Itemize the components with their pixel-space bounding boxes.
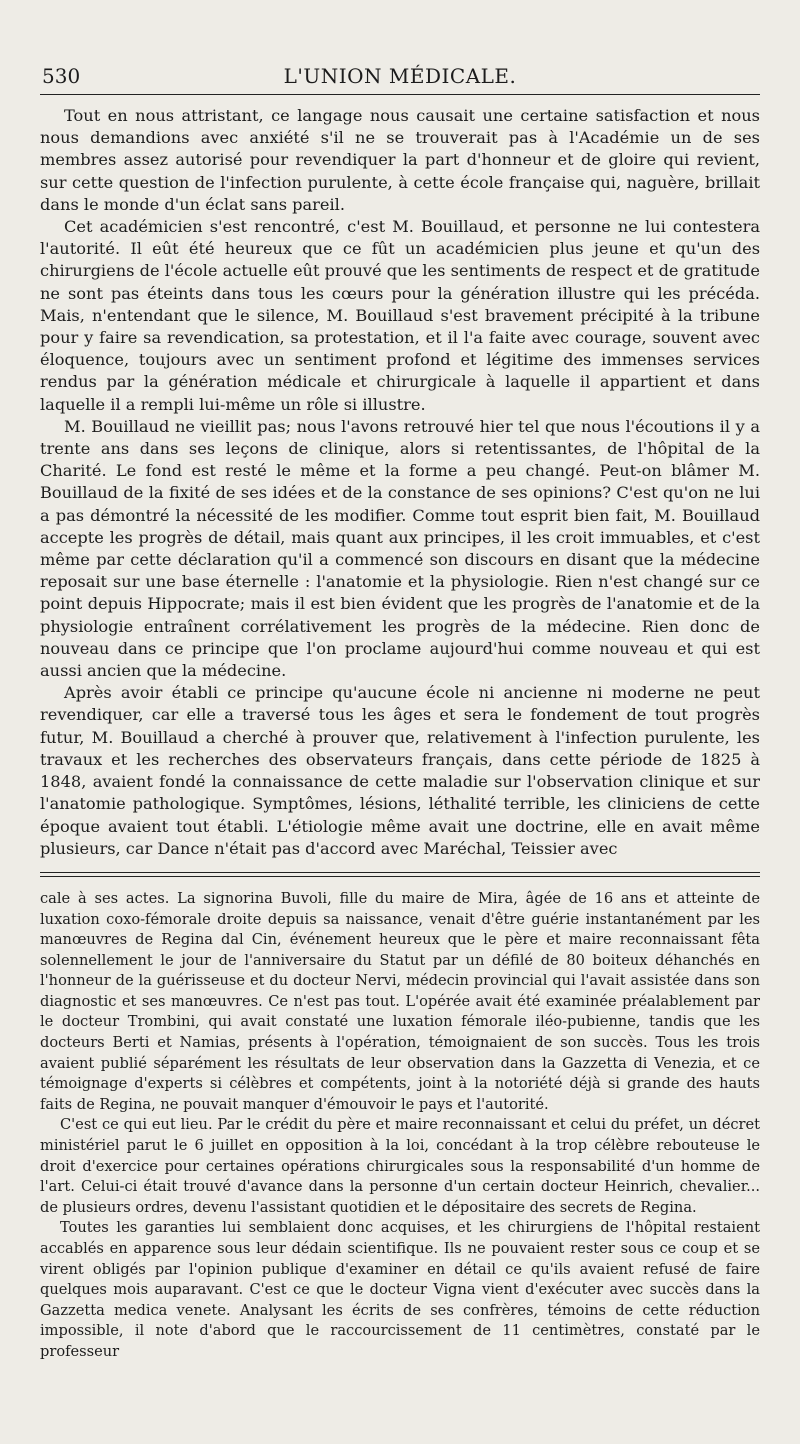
page-number: 530: [42, 64, 81, 88]
divider-rule-top: [40, 872, 760, 873]
divider-rule-bottom: [40, 876, 760, 877]
main-paragraph: Cet académicien s'est rencontré, c'est M. Bouillaud, et personne ne lui contestera l'autorité. Il eût été heureux que ce fût un académicien plus jeune et qu'un des chirurgiens de l'école actuelle eût prouvé que les sentiments de respect et de gratitude ne sont pas éteints dans tous les cœurs pour la génération illustre qui les précéda. Mais, n'entendant que le silence, M. Bouillaud s'est bravement précipité à la tribune pour y faire sa revendication, sa protestation, et il l'a faite avec courage, souvent avec éloquence, toujours avec un sentiment profond et légitime des immenses services rendus par la génération médicale et chirurgicale à laquelle il appartient et dans laquelle il a rempli lui-même un rôle si illustre.: [40, 217, 760, 414]
main-paragraph: M. Bouillaud ne vieillit pas; nous l'avons retrouvé hier tel que nous l'écoutions il y a trente ans dans ses leçons de clinique, alors si retentissantes, de l'hôpital de la Charité. Le fond est resté le même et la forme a peu changé. Peut-on blâmer M. Bouillaud de la fixité de ses idées et de la constance de ses opinions? C'est qu'on ne lui a pas démontré la nécessité de les modifier. Comme tout esprit bien fait, M. Bouillaud accepte les progrès de détail, mais quant aux principes, il les croit immuables, et c'est même par cette déclaration qu'il a commencé son discours en disant que la médecine reposait sur une base éternelle : l'anatomie et la physiologie. Rien n'est changé sur ce point depuis Hippocrate; mais il est bien évident que les progrès de l'anatomie et de la physiologie entraînent corrélativement les progrès de la médecine. Rien donc de nouveau dans ce principe que l'on proclame aujourd'hui comme nouveau et qui est aussi ancien que la médecine.: [40, 416, 760, 681]
journal-title: L'UNION MÉDICALE.: [283, 64, 517, 88]
main-paragraph: Tout en nous attristant, ce langage nous causait une certaine satisfaction et nous nous demandions avec anxiété s'il ne se trouverait pas à l'Académie un de ses membres assez autorisé pour revendiquer la part d'honneur et de gloire qui revient, sur cette question de l'infection purulente, à cette école française qui, naguère, brillait dans le monde d'un éclat sans pareil.: [40, 106, 760, 214]
main-article-text: [40, 105, 760, 860]
main-paragraph: Après avoir établi ce principe qu'aucune école ni ancienne ni moderne ne peut revendiquer, car elle a traversé tous les âges et sera le fondement de tout progrès futur, M. Bouillaud a cherché à prouver que, relativement à l'infection purulente, les travaux et les recherches des observateurs français, dans cette période de 1825 à 1848, avaient fondé la connaissance de cette maladie sur l'observation clinique et sur l'anatomie pathologique. Symptômes, lésions, léthalité terrible, les cliniciens de cette époque avaient tout établi. L'étiologie même avait une doctrine, elle en avait même plusieurs, car Dance n'était pas d'accord avec Maréchal, Teissier avec: [40, 683, 760, 858]
feuilleton-divider: [40, 872, 760, 877]
header-rule: [40, 94, 760, 95]
feuilleton-text: [40, 889, 760, 1363]
feuilleton-paragraph: C'est ce qui eut lieu. Par le crédit du père et maire reconnaissant et celui du préfet, un décret ministériel parut le 6 juillet en opposition à la loi, concédant à la trop célèbre rebouteuse le droit d'exercice pour certaines opérations chirurgicales sous la responsabilité d'un homme de l'art. Celui-ci était trouvé d'avance dans la personne d'un certain docteur Heinrich, chevalier... de plusieurs ordres, devenu l'assistant quotidien et le dépositaire des secrets de Regina.: [40, 1116, 760, 1216]
page-header: [40, 60, 760, 94]
feuilleton-paragraph: Toutes les garanties lui semblaient donc acquises, et les chirurgiens de l'hôpital restaient accablés en apparence sous leur dédain scientifique. Ils ne pouvaient rester sous ce coup et se virent obligés par l'opinion publique d'examiner en détail ce qu'ils avaient refusé de faire quelques mois auparavant. C'est ce que le docteur Vigna vient d'exécuter avec succès dans la Gazzetta medica venete. Analysant les écrits de ses confrères, témoins de cette réduction impossible, il note d'abord que le raccourcissement de 11 centimètres, constaté par le professeur: [40, 1219, 760, 1360]
feuilleton-paragraph: cale à ses actes. La signorina Buvoli, fille du maire de Mira, âgée de 16 ans et atteinte de luxation coxo-fémorale droite depuis sa naissance, venait d'être guérie instantanément par les manœuvres de Regina dal Cin, événement heureux que le père et maire reconnaissant fêta solennellement le jour de l'anniversaire du Statut par un défilé de 80 boiteux déhanchés en l'honneur de la guérisseuse et du docteur Nervi, médecin provincial qui l'avait assistée dans son diagnostic et ses manœuvres. Ce n'est pas tout. L'opérée avait été examinée préalablement par le docteur Trombini, qui avait constaté une luxation fémorale iléo-pubienne, tandis que les docteurs Berti et Namias, présents à l'opération, témoignaient de son succès. Tous les trois avaient publié séparément les résultats de leur observation dans la Gazzetta di Venezia, et ce témoignage d'experts si célèbres et compétents, joint à la notoriété déjà si grande des hauts faits de Regina, ne pouvait manquer d'émouvoir le pays et l'autorité.: [40, 889, 760, 1113]
